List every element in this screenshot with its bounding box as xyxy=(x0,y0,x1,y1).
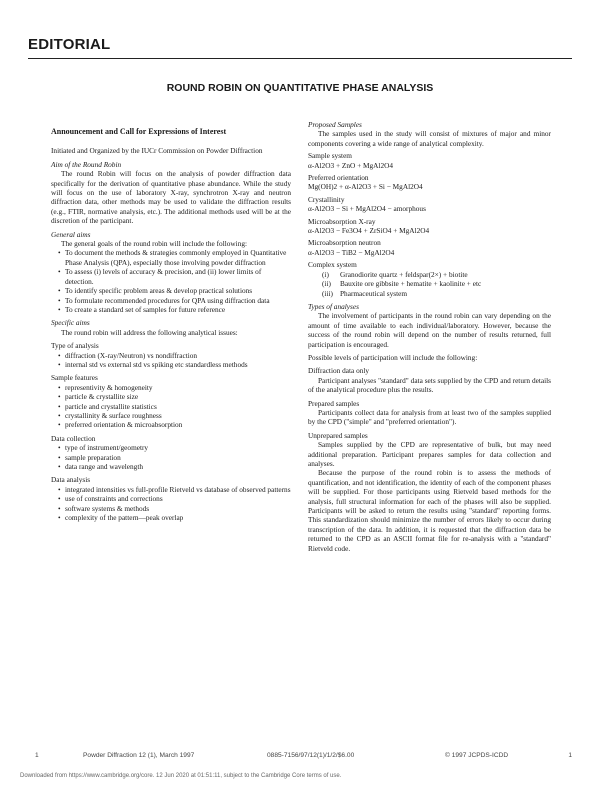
list-item: • software systems & methods xyxy=(65,504,291,513)
list-item: • preferred orientation & microabsorption xyxy=(65,420,291,429)
sample-entry xyxy=(308,151,551,170)
level3-heading: Unprepared samples xyxy=(308,430,368,440)
sample-formula: α-Al2O3 − TiB2 − MgAl2O4 xyxy=(308,247,395,257)
item-number: (i) xyxy=(322,269,329,279)
item-number: (ii) xyxy=(322,279,331,289)
list-item: • To identify specific problem areas & develop practical solutions xyxy=(65,286,291,295)
sample-label: Preferred orientation xyxy=(308,173,369,183)
sample-label: Microabsorption X-ray xyxy=(308,216,376,226)
sample-entry xyxy=(308,217,551,236)
list-item: • diffraction (X-ray/Neutron) vs nondiffraction xyxy=(65,351,291,360)
section-label: EDITORIAL xyxy=(28,36,111,53)
type-list xyxy=(51,351,291,370)
announce-heading: Announcement and Call for Expressions of Interest xyxy=(51,127,227,136)
sample-entry xyxy=(308,173,551,192)
item-text: Bauxite ore gibbsite + hematite + kaolinite + etc xyxy=(340,279,482,289)
item-text: Granodiorite quartz + feldspar(2×) + biotite xyxy=(340,269,468,279)
right-column xyxy=(308,120,551,553)
copyright: © 1997 JCPDS-ICDD xyxy=(445,752,509,759)
sample-features-heading: Sample features xyxy=(51,373,98,383)
level1-paragraph: Participant analyses "standard" data sets supplied by the CPD and return details of the analytical procedure plus the results. xyxy=(308,375,551,395)
list-item xyxy=(322,289,551,298)
goals-intro: The general goals of the round robin will include the following: xyxy=(61,239,248,249)
list-item: • type of instrument/geometry xyxy=(65,443,291,452)
list-item: • integrated intensities vs full-profile Rietveld vs database of observed patterns xyxy=(65,485,291,494)
list-item: • To create a standard set of samples for future reference xyxy=(65,305,291,314)
collection-heading: Data collection xyxy=(51,433,96,443)
list-item xyxy=(322,279,551,288)
sample-label: Crystallinity xyxy=(308,194,345,204)
sample-entry xyxy=(308,195,551,214)
list-item: • data range and wavelength xyxy=(65,462,291,471)
list-item xyxy=(322,270,551,279)
type-heading: Type of analysis xyxy=(51,341,99,351)
sample-label: Sample system xyxy=(308,151,352,161)
initiated-text: Initiated and Organized by the IUCr Commission on Powder Diffraction xyxy=(51,146,263,156)
specific-intro: The round robin will address the following analytical issues: xyxy=(61,327,238,337)
complex-list xyxy=(308,270,551,298)
proposed-paragraph: The samples used in the study will consist of mixtures of major and minor components covering a wide range of analytical complexity. xyxy=(308,129,551,148)
proposed-heading: Proposed Samples xyxy=(308,120,362,129)
item-text: Pharmaceutical system xyxy=(340,288,408,298)
journal-citation: Powder Diffraction 12 (1), March 1997 xyxy=(83,752,195,759)
list-item: • sample preparation xyxy=(65,453,291,462)
goals-list xyxy=(51,248,291,314)
download-notice: Downloaded from https://www.cambridge.org/core. 12 Jun 2020 at 01:51:11, subject to the Cambridge Core terms of use. xyxy=(20,773,342,779)
sample-entry xyxy=(308,238,551,257)
aim-paragraph: The round Robin will focus on the analysis of powder diffraction data specifically for the derivation of quantitative phase abundance. While the study will focus on the use of laboratory X-ray, synchrotron X-ray and neutron diffraction data, other methods may be used to validate the diffraction results (e.g., FTIR, normative analysis, etc.). The additional methods used will be at the discretion of the participant. xyxy=(51,169,291,226)
complex-heading: Complex system xyxy=(308,260,357,270)
sample-formula: α-Al2O3 − Fe3O4 + ZrSiO4 + MgAl2O4 xyxy=(308,226,430,236)
sample-formula: α-Al2O3 − Si + MgAl2O4 − amorphous xyxy=(308,204,426,214)
article-title: ROUND ROBIN ON QUANTITATIVE PHASE ANALYSIS xyxy=(166,82,434,94)
list-item: • complexity of the pattern—peak overlap xyxy=(65,513,291,522)
sample-features-list xyxy=(51,383,291,430)
specific-heading: Specific aims xyxy=(51,318,90,328)
list-item: • particle & crystallite size xyxy=(65,392,291,401)
list-item: • use of constraints and corrections xyxy=(65,494,291,503)
level2-paragraph: Participants collect data for analysis from at least two of the samples supplied by the CPD ("simple" and "preferred orientation"). xyxy=(308,407,551,427)
header-rule xyxy=(28,58,572,59)
page-number-right: 1 xyxy=(568,752,572,759)
sample-label: Microabsorption neutron xyxy=(308,238,381,248)
analysis-heading: Data analysis xyxy=(51,475,91,485)
list-item: • To assess (i) levels of accuracy & precision, and (ii) lower limits of detection. xyxy=(65,267,291,286)
levels-intro: Possible levels of participation will include the following: xyxy=(308,352,478,362)
list-item: • particle and crystallite statistics xyxy=(65,402,291,411)
list-item: • representivity & homogeneity xyxy=(65,383,291,392)
closing-paragraph: Because the purpose of the round robin is to assess the methods of quantification, and not identification, the identity of each of the component phases will be supplied. For those participants using Rietveld based methods for the analysis, full structural information for each of the phases will also be supplied. Participants will be asked to return the results using "standard" reporting forms. This standardization should minimize the number of errors likely to occur during transcription of the data. In addition, it is requested that the diffraction data be returned to the CPD as an ASCII format file for re-analysis with a "standard" Rietveld code. xyxy=(308,468,551,553)
types-paragraph: The involvement of participants in the round robin can vary depending on the amount of time available to each individual/laboratory. However, because the success of the round robin will depend on the number of results returned, full participation is encouraged. xyxy=(308,311,551,349)
list-item: • To document the methods & strategies commonly employed in Quantitative Phase Analysis (QPA), especially those involving powder diffraction xyxy=(65,248,291,267)
aim-heading: Aim of the Round Robin xyxy=(51,159,122,169)
sample-formula: α-Al2O3 + ZnO + MgAl2O4 xyxy=(308,160,394,170)
article-code: 0885-7156/97/12(1)/1/2/$6.00 xyxy=(267,752,355,759)
list-item: • crystallinity & surface roughness xyxy=(65,411,291,420)
sample-formula: Mg(OH)2 + α-Al2O3 + Si − MgAl2O4 xyxy=(308,182,423,192)
level2-heading: Prepared samples xyxy=(308,398,360,408)
collection-list xyxy=(51,443,291,471)
left-column xyxy=(51,120,291,522)
analysis-list xyxy=(51,485,291,523)
goals-heading: General aims xyxy=(51,229,91,239)
list-item: • internal std vs external std vs spiking etc standardless methods xyxy=(65,360,291,369)
list-item: • To formulate recommended procedures for QPA using diffraction data xyxy=(65,296,291,305)
level1-heading: Diffraction data only xyxy=(308,366,370,376)
types-heading: Types of analyses xyxy=(308,301,359,311)
page-number-left: 1 xyxy=(35,752,39,759)
level3-paragraph: Samples supplied by the CPD are representative of bulk, but may need additional preparation. Participant prepares samples for data collection and analyses. xyxy=(308,440,551,468)
item-number: (iii) xyxy=(322,288,333,298)
